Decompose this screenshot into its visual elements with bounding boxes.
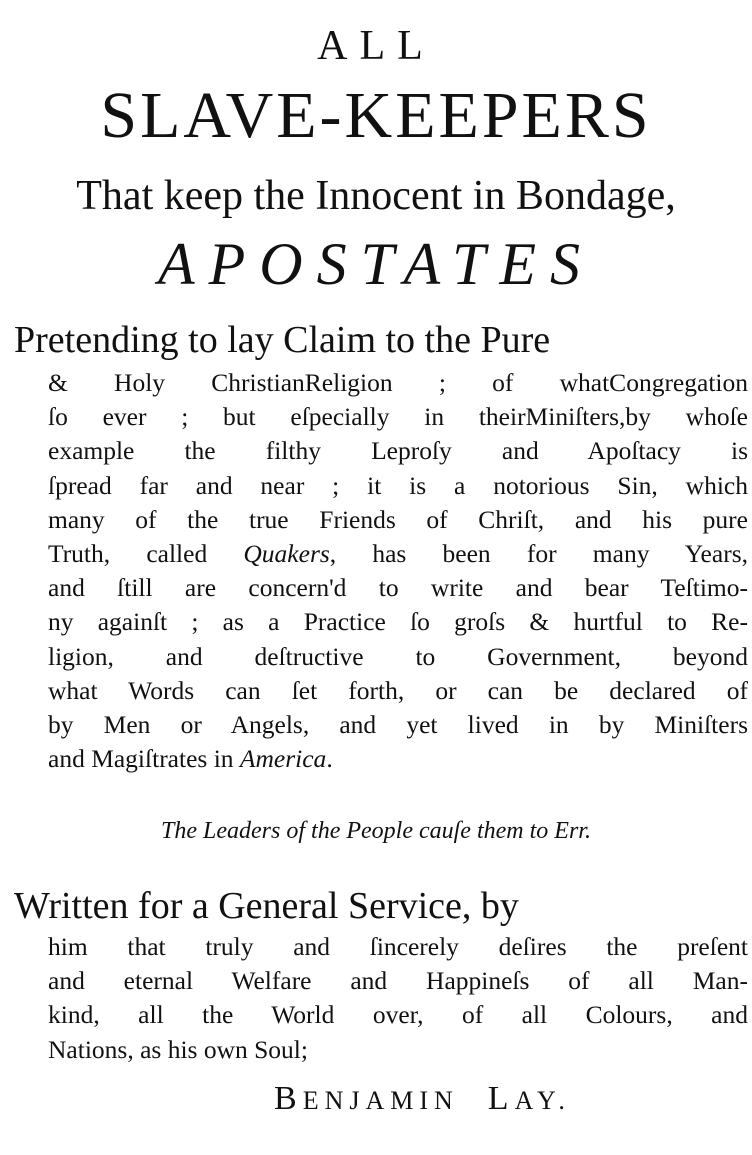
text-line: ny againſt ; as a Practice ſo groſs & hurtful to Re- [48,607,748,637]
sig-initial: B [274,1080,303,1117]
america-italic: America [239,744,327,774]
text-fragment: . [326,744,333,774]
text-line: and ſtill are concern'd to write and bear Teſtimo- [48,573,748,603]
title-line-apostates: APOSTATES [158,231,594,297]
paragraph-body [48,366,748,776]
text-line: and eternal Welfare and Happineſs of all Man- [48,966,748,996]
paragraph-body [48,930,748,1067]
text-line: & Holy ChristianReligion ; of whatCongregation [48,368,748,397]
sig-smallcaps: ENJAMIN [302,1086,459,1115]
text-fragment: and Magiſtrates in [48,744,240,774]
text-line-america [48,742,748,776]
text-line: ſpread far and near ; it is a notorious Sin, which [48,470,748,500]
text-line: ligion, and deſtructive to Government, beyond [48,641,748,671]
text-line: ſo ever ; but eſpecially in theirMiniſters,by whoſe [48,402,748,432]
title-line-innocent: That keep the Innocent in Bondage, [76,173,676,219]
author-signature [274,1080,571,1118]
sig-smallcaps: AY. [514,1086,571,1115]
motto: The Leaders of the People cauſe them to Err. [161,818,591,844]
paragraph-lead: Pretending to lay Claim to the Pure [14,319,551,361]
quakers-italic: Quakers [243,539,330,569]
text-fragment: , has been for many Years, [329,539,748,569]
title-line-all: ALL [317,23,435,69]
title-line-slave-keepers: SLAVE-KEEPERS [100,79,652,152]
text-line: kind, all the World over, of all Colours, and [48,1000,748,1030]
text-line: example the filthy Leproſy and Apoſtacy is [48,436,748,466]
text-line: many of the true Friends of Chriſt, and his pure [48,504,748,534]
text-line: by Men or Angels, and yet lived in by Miniſters [48,710,748,740]
text-line: him that truly and ſincerely deſires the preſent [48,932,748,961]
paragraph-pretending [8,318,748,776]
text-line: what Words can ſet forth, or can be declared of [48,675,748,705]
text-line-quakers [48,537,748,571]
sig-initial: L [487,1080,515,1117]
text-line: Nations, as his own Soul; [48,1034,308,1064]
paragraph-lead: Written for a General Service, by [14,885,519,927]
paragraph-written-for [8,884,748,1067]
text-fragment: Truth, called [48,539,244,569]
